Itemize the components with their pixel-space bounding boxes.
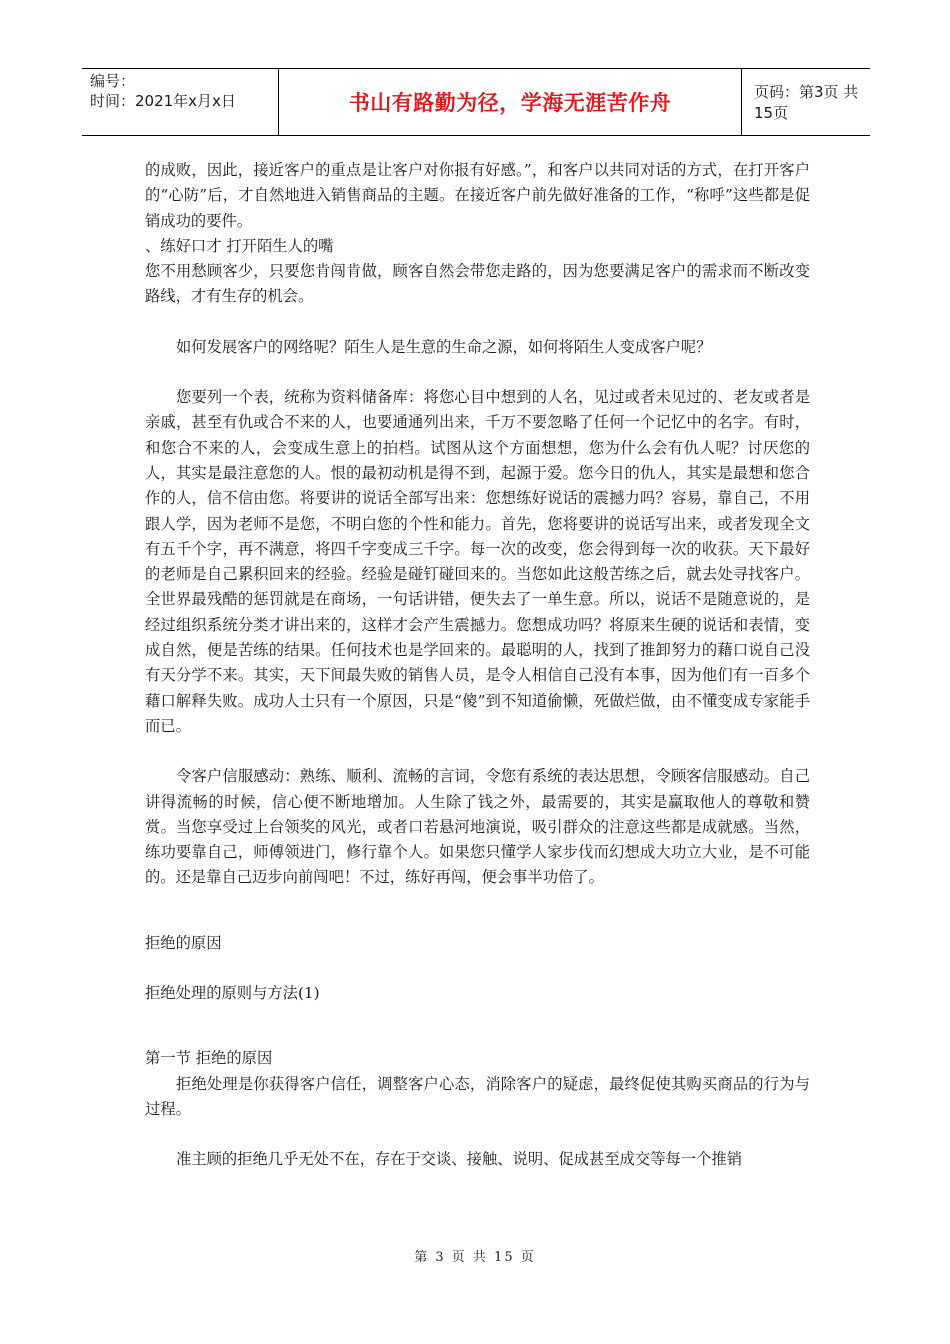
header-page-info: 页码：第3页 共15页 — [754, 83, 859, 122]
paragraph: 如何发展客户的网络呢？陌生人是生意的生命之源，如何将陌生人变成客户呢？ — [176, 337, 712, 356]
paragraph: 您要列一个表，统称为资料储备库：将您心目中想到的人名，见过或者未见过的、老友或者是亲戚，甚至有仇或合不来的人，也要通通列出来，千万不要忽略了任何一个记忆中的名字。有时，和您合不来的人，会变成生意上的拍档。试图从这个方面想想，您为什么会有仇人呢？讨厌您的人，其实是最注意您的人。恨的最初动机是得不到，起源于爱。您今日的仇人，其实是最想和您合作的人，信不信由您。将要讲的说话全部写出来：您想练好说话的震撼力吗？容易，靠自己，不用跟人学，因为老师不是您，不明白您的个性和能力。首先，您将要讲的说话写出来，或者发现全文有五千个字，再不满意，将四千字变成三千字。每一次的改变，您会得到每一次的收获。天下最好的老师是自己累积回来的经验。经验是碰钉碰回来的。当您如此这般苦练之后，就去处寻找客户。 全世界最残酷的惩罚就是在商场，一句话讲错，便失去了一单生意。所以，说话不是随意说的，是经过组织系统分类才讲出来的，这样才会产生震撼力。您想成功吗？将原来生硬的说话和表情，变成自然，便是苦练的结果。任何技术也是学回来的。最聪明的人，找到了推卸努力的藉口说自己没有天分学不来。其实，天下间最失败的销售人员，是令人相信自己没有本事，因为他们有一百多个藉口解释失败。成功人士只有一个原因，只是“傻”到不知道偷懒，死做烂做，由不懂变成专家能手而已。 — [145, 388, 810, 735]
page-footer: 第 3 页 共 15 页 — [414, 1250, 536, 1265]
number-label: 编号： — [90, 72, 136, 90]
document-body — [145, 158, 810, 1173]
section-heading: 拒绝处理的原则与方法(1) — [145, 984, 320, 1003]
section-heading: 拒绝的原因 — [145, 933, 222, 952]
header-motto: 书山有路勤为径，学海无涯苦作舟 — [279, 69, 742, 135]
section-heading: 、练好口才 打开陌生人的嘴 — [145, 236, 334, 255]
section-heading: 第一节 拒绝的原因 — [145, 1049, 273, 1068]
paragraph: 准主顾的拒绝几乎无处不在，存在于交谈、接触、说明、促成甚至成交等每一个推销 — [176, 1150, 742, 1169]
paragraph: 拒绝处理是你获得客户信任，调整客户心态，消除客户的疑虑，最终促使其购买商品的行为与过程。 — [145, 1074, 810, 1118]
document-header — [82, 68, 870, 136]
paragraph: 令客户信服感动：熟练、顺利、流畅的言词，令您有系统的表达思想，令顾客信服感动。自己讲得流畅的时候，信心便不断地增加。人生除了钱之外，最需要的，其实是赢取他人的尊敬和赞赏。当您享受过上台领奖的风光，或者口若悬河地演说，吸引群众的注意这些都是成就感。当然，练功要靠自己，师傅领进门，修行靠个人。如果您只懂学人家步伐而幻想成大功立大业，是不可能的。还是靠自己迈步向前闯吧！不过，练好再闯，便会事半功倍了。 — [145, 767, 810, 887]
paragraph: 您不用愁顾客少，只要您肯闯肯做，顾客自然会带您走路的，因为您要满足客户的需求而不断改变路线，才有生存的机会。 — [145, 262, 810, 306]
paragraph: 的成败，因此，接近客户的重点是让客户对你报有好感。”，和客户以共同对话的方式，在打开客户的“心防”后，才自然地进入销售商品的主题。在接近客户前先做好准备的工作，“称呼”这些都是促销成功的要件。 — [145, 161, 810, 230]
date-label: 时间：2021年x月x日 — [90, 92, 236, 110]
header-meta-cell — [82, 69, 279, 135]
